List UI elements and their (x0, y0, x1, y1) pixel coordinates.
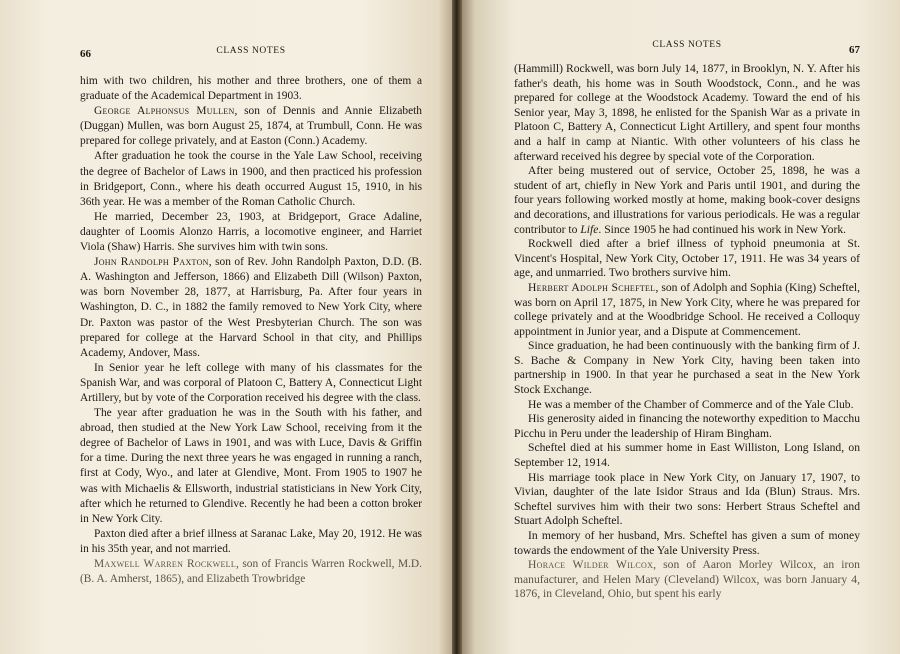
running-head (514, 40, 860, 58)
running-head-title: CLASS NOTES (216, 46, 286, 56)
paragraph (514, 164, 860, 237)
paragraph: (Hammill) Rockwell, was born July 14, 1877, in Brooklyn, N. Y. After his father's death, his home was in South Woodstock, Conn., and he was prepared for college at the Woodstock Academy. Toward the end of his Senior year, May 3, 1898, he enlisted for the Spanish War as a private in Platoon C, Battery A, Connecticut Light Artillery, and spent four months and a half in camp at Niantic. With other volunteers of his class he afterward received his degree by special vote of the Corporation. (514, 62, 860, 163)
entry-intro: , son of Francis Warren Rockwell, M.D. (B. A. Amherst, 1865), and Elizabeth Trowbridge (80, 558, 422, 586)
running-head-title: CLASS NOTES (652, 40, 722, 50)
paragraph: In Senior year he left college with many of his classmates for the Spanish War, and was corporal of Platoon C, Battery A, Connecticut Light Artillery, but by vote of the Corporation received his degree with the class. (80, 361, 422, 404)
entry-intro: , son of Rev. John Randolph Paxton, D.D. (B. A. Washington and Jefferson, 1866) and Elizabeth Dill (Wilson) Paxton, was born November 28, 1877, at Harrisburg, Pa. After four years in Washington, D. C., in 1882 the family removed to New York City, where Dr. Paxton was pastor of the West Presbyterian Church. The son was prepared for college at the Harvard School in that city, and Phillips Academy, Andover, Mass. (80, 256, 422, 359)
entry-name: John Randolph Paxton (94, 256, 209, 269)
paragraph: In memory of her husband, Mrs. Scheftel has given a sum of money towards the endowment of the Yale University Press. (514, 529, 860, 557)
paragraph: Paxton died after a brief illness at Saranac Lake, May 20, 1912. He was in his 35th year, and not married. (80, 527, 422, 555)
paragraph: him with two children, his mother and three brothers, one of them a graduate of the Academical Department in 1903. (80, 75, 422, 103)
obituary-entry-rockwell (80, 557, 422, 587)
obituary-entry-mullen (80, 104, 422, 149)
obituary-entry-paxton (80, 255, 422, 361)
paragraph-text: . Since 1905 he had continued his work in New York. (598, 222, 847, 236)
right-page (462, 0, 900, 654)
paragraph: Since graduation, he had been continuously with the banking firm of J. S. Bache & Company in New York City, having been taken into partnership in 1900. In that year he purchased a seat in the New York Stock Exchange. (514, 339, 860, 397)
page-number: 67 (849, 44, 860, 56)
entry-intro: , son of Dennis and Annie Elizabeth (Duggan) Mullen, was born August 25, 1874, at Trumbull, Conn. He was prepared for college privately, and at Easton (Conn.) Academy. (80, 105, 422, 148)
entry-intro: , son of Aaron Morley Wilcox, an iron manufacturer, and Helen Mary (Cleveland) Wilcox, was born January 4, 1876, in Cleveland, Ohio, but spent his early (514, 558, 860, 601)
paragraph: He married, December 23, 1903, at Bridgeport, Grace Adaline, daughter of Loomis Alonzo Harris, a locomotive engineer, and Harriet Viola (Shaw) Harris. She survives him with twin sons. (80, 210, 422, 254)
page-body (80, 74, 422, 587)
paragraph: His marriage took place in New York City, on January 17, 1907, to Vivian, daughter of the late Isidor Straus and Ida (Blun) Straus. Mrs. Scheftel survives him with their two sons: Herbert Straus Scheftel and Stuart Adolph Scheftel. (514, 470, 860, 528)
entry-intro: , son of Adolph and Sophia (King) Scheftel, was born on April 17, 1875, in New York City, where he was prepared for college privately and at the Woodbridge School. He received a Colloquy appointment in Junior year, and a Dispute at Commencement. (514, 280, 860, 338)
paragraph: He was a member of the Chamber of Commerce and of the Yale Club. (528, 397, 854, 411)
paragraph: The year after graduation he was in the South with his father, and abroad, then studied at the New York Law School, receiving from it the degree of Bachelor of Laws in 1901, and was with Luce, Davis & Griffin for a time. During the next three years he was engaged in running a ranch, first at Cody, Wyo., and later at Glendive, Mont. From 1905 to 1907 he was with Michaelis & Ellsworth, industrial statisticians in New York City, after which he returned to Glendive. Recently he had been a cotton broker in New York City. (80, 407, 422, 525)
running-head (80, 46, 422, 64)
book-gutter (452, 0, 462, 654)
entry-name: Herbert Adolph Scheftel (528, 280, 656, 294)
entry-name: Maxwell Warren Rockwell (94, 558, 237, 570)
obituary-entry-wilcox (514, 558, 860, 602)
obituary-entry-scheftel (514, 281, 860, 339)
page-number: 66 (80, 48, 91, 60)
entry-name: George Alphonsus Mullen (94, 105, 235, 118)
paragraph-text: After being mustered out of service, October 25, 1898, he was a student of art, chiefly in New York and Paris until 1901, and during the four years following worked mostly at home, making book-cover designs and decorations, and illustrations for various periodicals. He was a regular contributor to (514, 164, 860, 236)
paragraph: After graduation he took the course in the Yale Law School, receiving the degree of Bachelor of Laws in 1900, and then practiced his profession in Bridgeport, Conn., where his death occurred August 15, 1910, in his 36th year. He was a member of the Roman Catholic Church. (80, 150, 422, 208)
entry-name: Horace Wilder Wilcox (528, 558, 654, 572)
paragraph: Rockwell died after a brief illness of typhoid pneumonia at St. Vincent's Hospital, New York City, October 17, 1911. He was 34 years of age, and unmarried. Two brothers survive him. (514, 237, 860, 280)
page-body (514, 62, 860, 602)
paragraph: Scheftel died at his summer home in East Williston, Long Island, on September 12, 1914. (514, 441, 860, 470)
paragraph: His generosity aided in financing the noteworthy expedition to Macchu Picchu in Peru under the leadership of Hiram Bingham. (514, 412, 860, 440)
periodical-title: Life (580, 222, 599, 236)
